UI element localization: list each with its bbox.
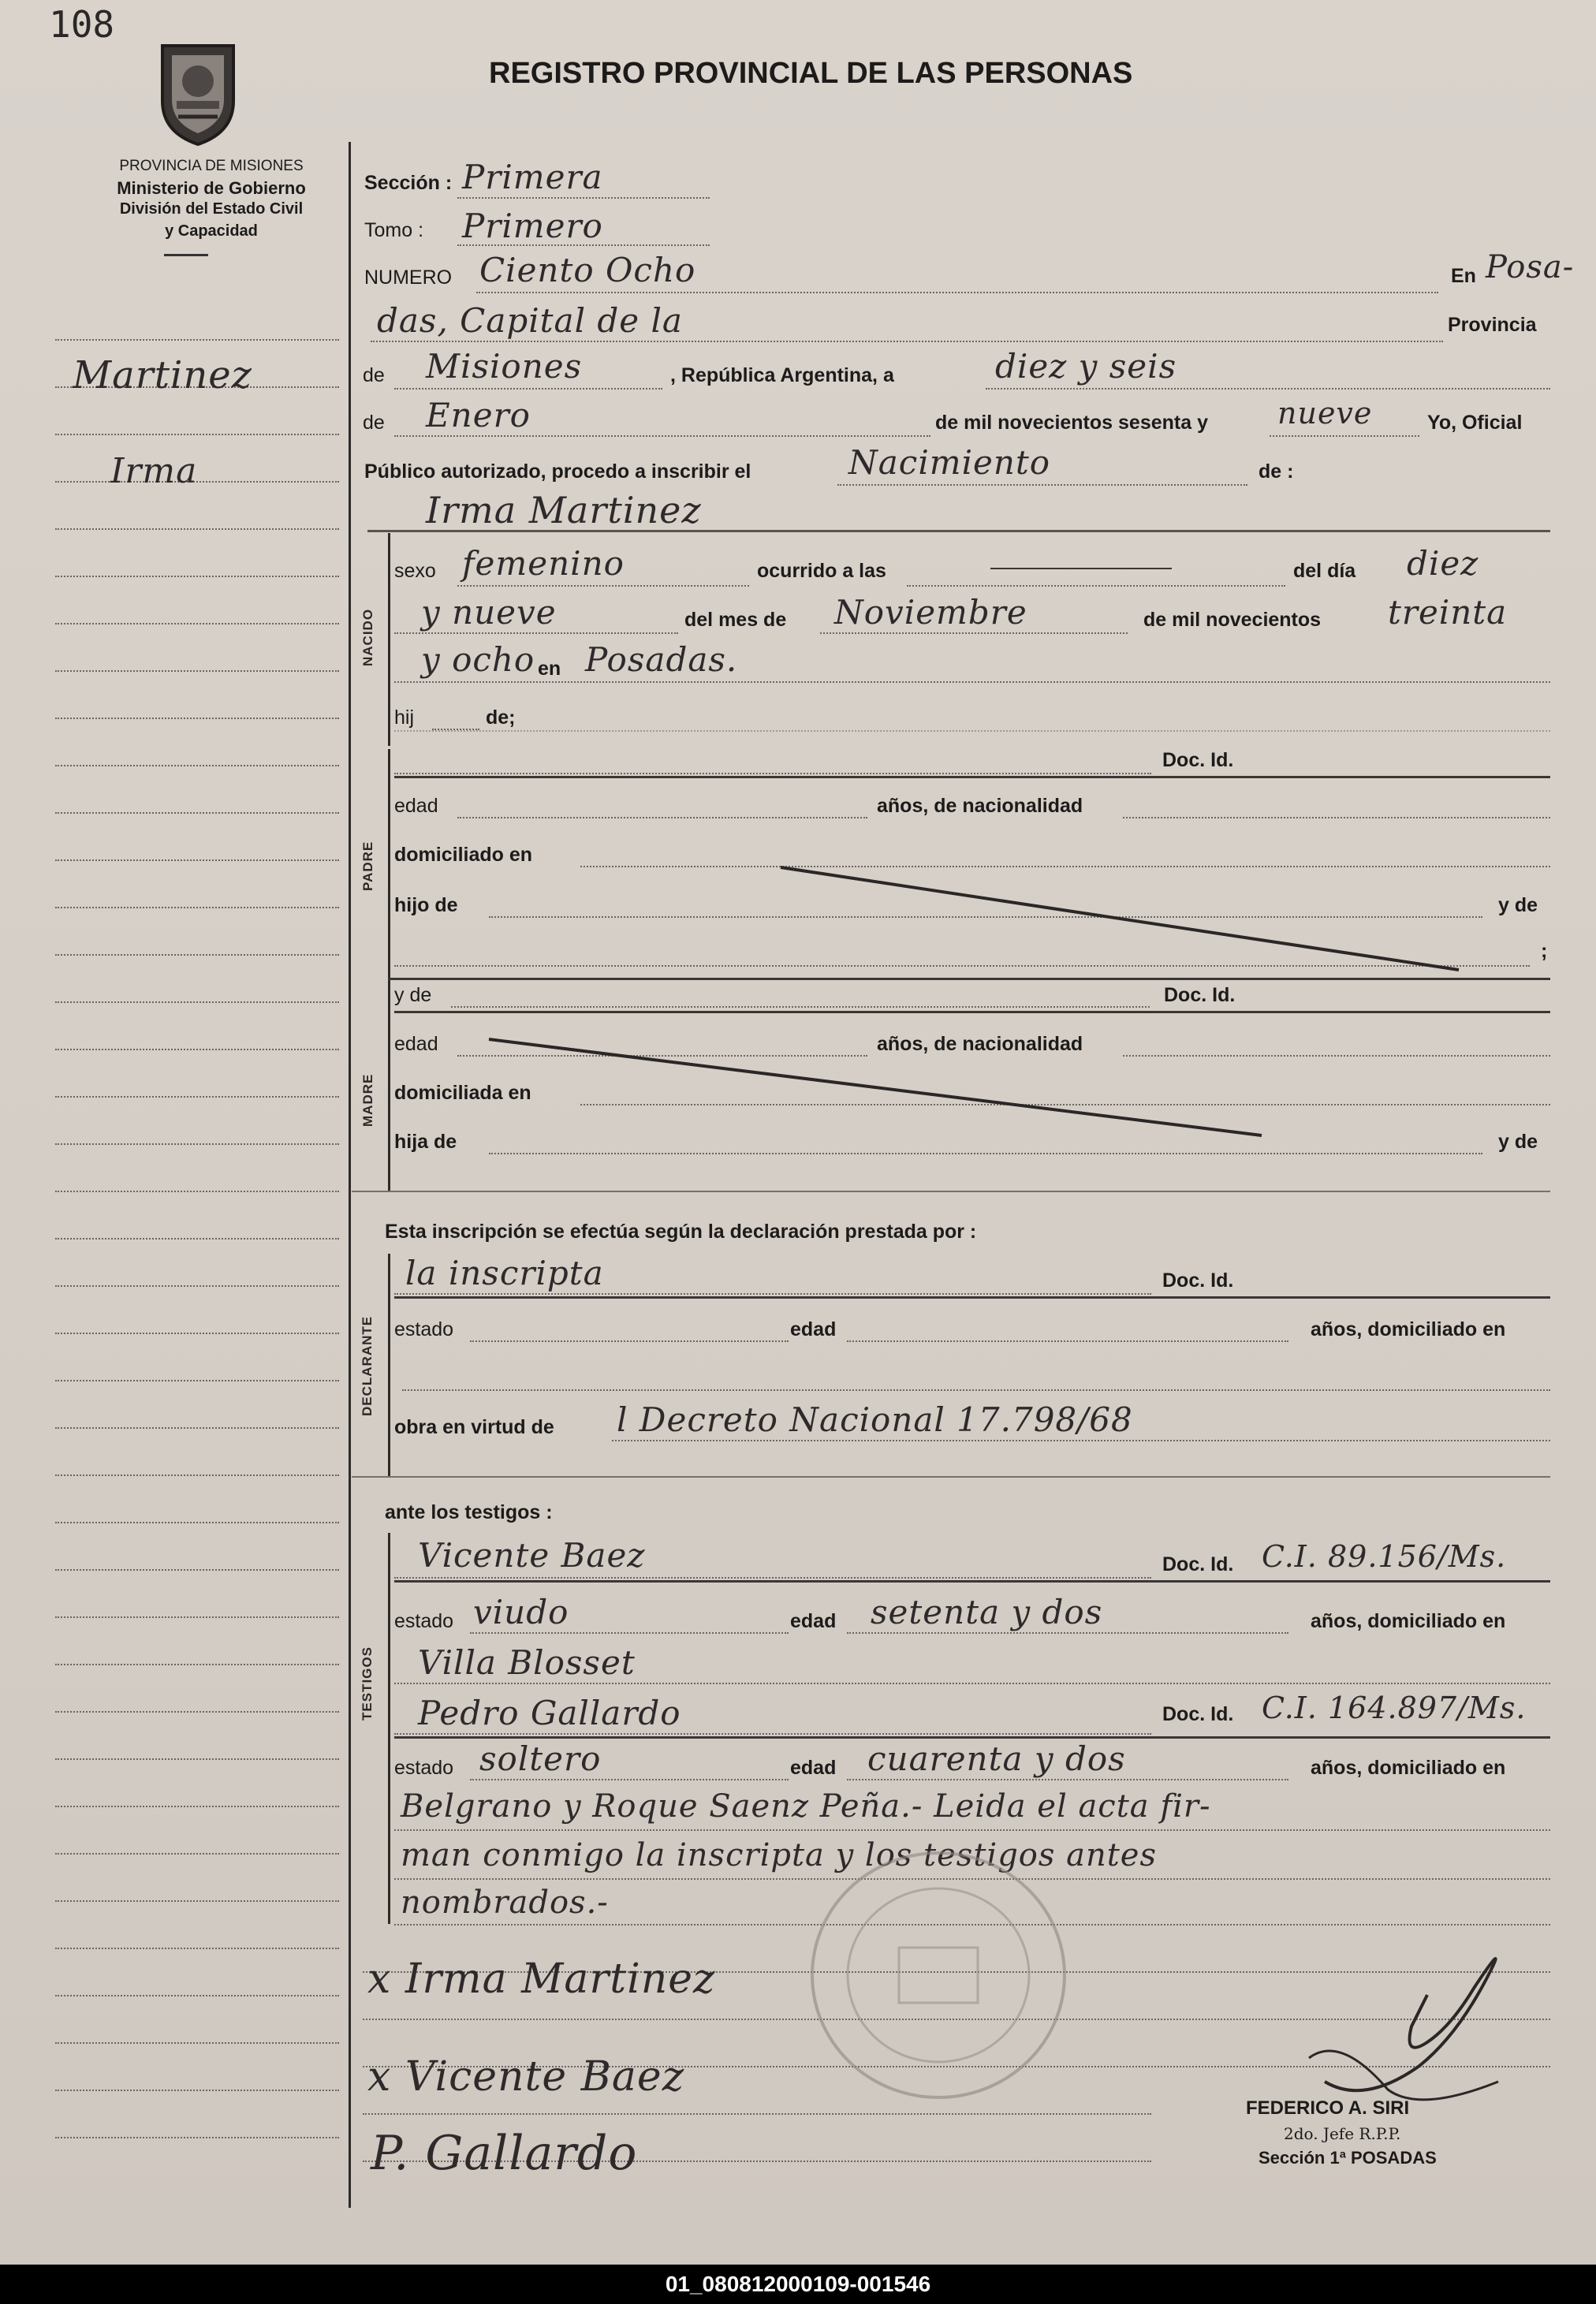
madre-border	[388, 978, 390, 1191]
tomo-value: Primero	[462, 207, 603, 245]
madre-hija-line	[489, 1153, 1482, 1154]
testigo1-estado-line	[470, 1632, 789, 1634]
testigos-border	[388, 1533, 390, 1924]
official-name: FEDERICO A. SIRI	[1246, 2097, 1410, 2119]
declarante-estado-line	[470, 1340, 789, 1342]
sexo-line	[457, 585, 749, 587]
padre-nac-line	[1123, 817, 1550, 818]
testigo2-estado-line	[470, 1779, 789, 1780]
madre-nac-label: años, de nacionalidad	[877, 1033, 1083, 1055]
del-mes-label: del mes de	[684, 609, 787, 631]
declaracion-label: Esta inscripción se efectúa según la declaración prestada por :	[385, 1221, 977, 1243]
lugar-nac-line	[394, 681, 1550, 683]
testigo2-estado: soltero	[479, 1739, 602, 1778]
margin-given-name: Irma	[110, 451, 198, 491]
declarante-value: la inscripta	[405, 1254, 604, 1292]
capacity-label: y Capacidad	[165, 222, 258, 240]
sexo-label: sexo	[394, 560, 436, 582]
publico-label: Público autorizado, procedo a inscribir el	[364, 460, 751, 483]
madre-name-line	[451, 1006, 1150, 1008]
testigo1-estado: viudo	[473, 1593, 569, 1631]
hora-dash	[990, 568, 1172, 569]
provincia-label: Provincia	[1448, 314, 1537, 336]
padre-semicolon: ;	[1541, 940, 1548, 962]
testigo2-estado-label: estado	[394, 1757, 454, 1779]
dia-registro-value: diez y seis	[995, 347, 1177, 386]
sig-line-4	[363, 2113, 1151, 2115]
ano-registro-line	[1270, 435, 1419, 437]
ministry-label: Ministerio de Gobierno	[117, 178, 306, 198]
closing-line-2: man conmigo la inscripta y los testigos antes	[401, 1837, 1158, 1873]
padre-nac-label: años, de nacionalidad	[877, 795, 1083, 817]
testigo1-doc-label: Doc. Id.	[1162, 1553, 1234, 1575]
numero-label: NUMERO	[364, 267, 453, 289]
ocurrido-label: ocurrido a las	[757, 560, 886, 582]
nacido-border	[388, 533, 390, 746]
tomo-label: Tomo :	[364, 219, 424, 241]
city-line	[371, 341, 1443, 342]
seccion-line	[457, 197, 710, 199]
de-label-2: de	[363, 412, 385, 434]
city-continuation: das, Capital de la	[377, 301, 683, 340]
testigo1-edad: setenta y dos	[871, 1593, 1103, 1631]
mes-registro-value: Enero	[426, 396, 531, 434]
section-padre: PADRE	[360, 841, 375, 891]
signature-testigo2: P. Gallardo	[371, 2126, 638, 2181]
padre-dom-label: domiciliado en	[394, 844, 533, 866]
hij-full-line	[394, 730, 1550, 732]
madre-edad-label: edad	[394, 1033, 438, 1055]
padre-strike-line	[773, 859, 1467, 978]
de-colon-label: de :	[1259, 460, 1294, 483]
declarante-edad-label: edad	[790, 1318, 837, 1340]
padre-doc-label: Doc. Id.	[1162, 749, 1234, 771]
testigo2-doc: C.I. 164.897/Ms.	[1262, 1691, 1527, 1725]
nombre-line	[367, 530, 1550, 532]
testigo2-name: Pedro Gallardo	[418, 1694, 681, 1732]
declarante-border	[388, 1254, 390, 1476]
hora-line	[907, 585, 1285, 587]
testigo1-dom-line	[394, 1683, 1550, 1684]
provincia-value: Misiones	[426, 347, 583, 386]
testigo1-name: Vicente Baez	[418, 1536, 646, 1575]
testigo2-line	[394, 1733, 1151, 1735]
declaration-top-line	[352, 1191, 1550, 1192]
del-dia-label: del día	[1293, 560, 1356, 582]
madre-top-rule	[388, 978, 1550, 980]
dia-registro-line	[986, 388, 1550, 390]
dia-nac-line	[394, 632, 678, 634]
declarante-doc-label: Doc. Id.	[1162, 1269, 1234, 1292]
padre-top-rule	[394, 776, 1550, 778]
acto-line	[837, 484, 1247, 486]
mil-sesenta-label: de mil novecientos sesenta y	[935, 412, 1208, 434]
declarante-name-line	[394, 1293, 1151, 1295]
official-role: 2do. Jefe R.P.P.	[1284, 2124, 1401, 2143]
testigo1-dom: Villa Blosset	[418, 1643, 636, 1682]
declarante-rule	[394, 1296, 1550, 1299]
closing-line-1: Belgrano y Roque Saenz Peña.- Leida el acta fir-	[401, 1788, 1211, 1825]
section-madre: MADRE	[360, 1073, 375, 1127]
mes-nac-line	[820, 632, 1128, 634]
coat-of-arms-seal	[147, 38, 249, 148]
testigo1-doc: C.I. 89.156/Ms.	[1262, 1539, 1507, 1574]
obra-line	[612, 1440, 1550, 1441]
section-testigos: TESTIGOS	[360, 1646, 375, 1721]
signature-inscripta: x Irma Martinez	[367, 1955, 716, 2003]
provincia-line	[394, 388, 662, 390]
testigo1-edad-label: edad	[790, 1610, 837, 1632]
testigo1-estado-label: estado	[394, 1610, 454, 1632]
section-nacido: NACIDO	[360, 608, 375, 666]
tomo-line	[457, 244, 710, 246]
madre-hija-label: hija de	[394, 1131, 457, 1153]
ano-nac-value-1: treinta	[1388, 593, 1508, 632]
header-divider	[164, 254, 208, 256]
testigo2-edad: cuarenta y dos	[867, 1739, 1126, 1778]
republica-label: , República Argentina, a	[670, 364, 894, 386]
dia-nac-value-1: diez	[1407, 544, 1479, 583]
ano-nac-value-2: y ocho	[421, 640, 535, 679]
en-value: Posa-	[1486, 249, 1575, 285]
testigo2-dom-label: años, domiciliado en	[1311, 1757, 1506, 1779]
declarante-dom-line	[402, 1389, 1550, 1391]
document-title: REGISTRO PROVINCIAL DE LAS PERSONAS	[489, 57, 1133, 90]
padre-edad-line	[457, 817, 867, 818]
padre-y-de-label: y de	[1498, 894, 1538, 916]
ante-testigos-label: ante los testigos :	[385, 1501, 553, 1523]
mes-nac-value: Noviembre	[834, 593, 1027, 632]
yo-oficial-label: Yo, Oficial	[1427, 412, 1523, 434]
dia-nac-value-2: y nueve	[421, 593, 557, 632]
padre-name-line	[394, 773, 1151, 774]
numero-line	[476, 292, 1438, 293]
declarante-estado-label: estado	[394, 1318, 454, 1340]
madre-name-rule	[394, 1011, 1550, 1013]
official-signature-mark	[1293, 1924, 1530, 2113]
numero-value: Ciento Ocho	[479, 251, 696, 289]
testigo2-rule	[394, 1736, 1550, 1739]
signature-testigo1: x Vicente Baez	[367, 2053, 685, 2101]
declarante-edad-line	[847, 1340, 1288, 1342]
madre-y-de-label-2: y de	[1498, 1131, 1538, 1153]
testigo2-doc-label: Doc. Id.	[1162, 1703, 1234, 1725]
padre-edad-label: edad	[394, 795, 438, 817]
padre-border	[388, 749, 390, 978]
province-label: PROVINCIA DE MISIONES	[119, 158, 304, 174]
hij-label: hij	[394, 706, 415, 729]
division-label: División del Estado Civil	[119, 200, 304, 218]
seccion-label: Sección :	[364, 172, 453, 194]
mes-registro-line	[394, 435, 930, 437]
testigo1-line	[394, 1577, 1151, 1579]
sexo-value: femenino	[462, 544, 625, 583]
obra-value: l Decreto Nacional 17.798/68	[617, 1400, 1133, 1439]
madre-doc-label: Doc. Id.	[1164, 984, 1236, 1006]
de-label-1: de	[363, 364, 385, 386]
declarante-dom-label: años, domiciliado en	[1311, 1318, 1506, 1340]
madre-dom-label: domiciliada en	[394, 1082, 531, 1104]
ano-registro-value: nueve	[1277, 396, 1373, 431]
acto-value: Nacimiento	[848, 443, 1051, 482]
testigo1-edad-line	[847, 1632, 1288, 1634]
official-section: Sección 1ª POSADAS	[1259, 2148, 1437, 2168]
hij-de-label: de;	[486, 706, 516, 729]
lugar-nac-value: Posadas.	[585, 640, 738, 679]
obra-label: obra en virtud de	[394, 1416, 554, 1438]
closing-line-1-rule	[394, 1829, 1550, 1831]
padre-hijo-label: hijo de	[394, 894, 458, 916]
footer-id-bar: 01_080812000109-001546	[0, 2265, 1596, 2304]
official-stamp	[804, 1845, 1072, 2105]
section-declarante: DECLARANTE	[360, 1315, 375, 1416]
en-label: En	[1451, 265, 1476, 287]
testigo1-rule	[394, 1580, 1550, 1583]
madre-y-de-label: y de	[394, 984, 432, 1006]
testigo2-edad-label: edad	[790, 1757, 837, 1779]
madre-strike-line	[481, 1033, 1270, 1143]
seccion-value: Primera	[462, 158, 603, 196]
main-border-line	[349, 142, 351, 2208]
testigo2-edad-line	[847, 1779, 1288, 1780]
nombre-value: Irma Martinez	[426, 489, 702, 531]
margin-surname: Martinez	[73, 353, 252, 397]
mil-nov-label: de mil novecientos	[1143, 609, 1322, 631]
testigos-top-line	[352, 1476, 1550, 1478]
page-number: 108	[49, 3, 115, 46]
en-lower-label: en	[538, 658, 561, 680]
closing-line-3: nombrados.-	[401, 1885, 609, 1921]
testigo1-dom-label: años, domiciliado en	[1311, 1610, 1506, 1632]
